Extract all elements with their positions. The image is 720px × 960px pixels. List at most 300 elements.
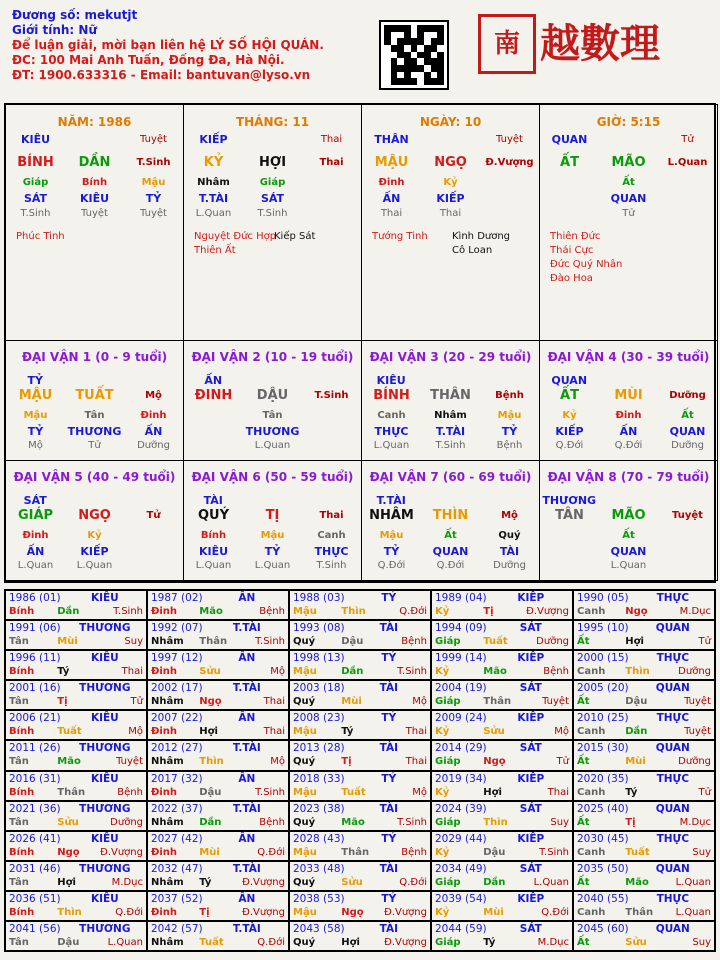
- year-head: [577, 772, 711, 786]
- dai-van-phases-0: Mộ: [28, 440, 43, 451]
- dai-van-main-0: ĐINH: [194, 388, 233, 403]
- pillar-hidden-row: [184, 177, 361, 188]
- year-cell: [289, 921, 431, 951]
- dai-van-main-row: [540, 388, 717, 403]
- year-head: [435, 862, 569, 876]
- star-0: Nguyệt Đức Hợp: [194, 231, 277, 242]
- year-head: [9, 711, 143, 725]
- year-label: 2003 (18): [293, 682, 345, 695]
- dai-van-gods-1: QUAN: [432, 545, 469, 558]
- year-cell: [289, 620, 431, 650]
- year-label: 2008 (23): [293, 712, 345, 725]
- year-cell: [147, 680, 289, 710]
- year-cell: [147, 710, 289, 740]
- year-cell: [289, 801, 431, 831]
- year-stem: Giáp: [435, 756, 461, 768]
- year-label: 2010 (25): [577, 712, 629, 725]
- year-head: [577, 651, 711, 665]
- year-head: [9, 741, 143, 755]
- year-body: [9, 846, 143, 860]
- dai-van-phases-1: L.Quan: [610, 560, 647, 571]
- year-phase: T.Sinh: [397, 816, 427, 828]
- pillar-phases-row: [362, 208, 539, 219]
- year-god: TỶ: [381, 892, 397, 905]
- year-branch: Tý: [199, 876, 212, 888]
- year-head: [9, 832, 143, 846]
- year-god: SÁT: [519, 742, 542, 755]
- pillar-main-0: MẬU: [374, 155, 409, 170]
- dai-van-2: [183, 340, 362, 461]
- year-phase: Đ.Vượng: [242, 906, 285, 918]
- year-cell: [289, 680, 431, 710]
- year-cell: [431, 590, 573, 620]
- year-cell: [431, 740, 573, 770]
- year-head: [293, 651, 427, 665]
- year-body: [293, 665, 427, 679]
- year-label: 2009 (24): [435, 712, 487, 725]
- dai-van-main-row: [362, 508, 539, 523]
- year-cell: [431, 861, 573, 891]
- year-god: ẤN: [238, 832, 256, 845]
- pillar-gods-row: [540, 192, 717, 205]
- dai-van-main-0: BÍNH: [373, 388, 410, 403]
- year-phase: Mộ: [270, 756, 285, 768]
- year-body: [577, 695, 711, 709]
- dai-van-hidden-row: [6, 530, 183, 541]
- year-cell: [289, 771, 431, 801]
- year-label: 2028 (43): [293, 832, 345, 845]
- year-stem: Giáp: [435, 636, 461, 648]
- pillar-top-row: [184, 133, 361, 146]
- dai-van-god: QUAN: [551, 374, 588, 387]
- year-phase: Dưỡng: [536, 636, 569, 648]
- dai-van-main-row: [6, 508, 183, 523]
- dai-van-phases-0: Q.Đới: [555, 440, 584, 451]
- dai-van-hidden-row: [184, 530, 361, 541]
- year-god: KIÊU: [90, 592, 119, 604]
- year-branch: Mão: [483, 666, 507, 678]
- pillar-main-1: NGỌ: [434, 155, 467, 170]
- year-phase: Suy: [692, 936, 711, 948]
- pillar-gods-2: TỶ: [145, 192, 162, 205]
- year-cell: [431, 891, 573, 921]
- year-stem: Đinh: [151, 726, 178, 738]
- year-branch: Mùi: [341, 696, 362, 708]
- year-cell: [147, 590, 289, 620]
- year-god: KIẾP: [517, 772, 545, 785]
- year-head: [577, 591, 711, 605]
- dai-van-5: [5, 460, 184, 581]
- year-label: 2038 (53): [293, 892, 345, 905]
- year-god: THỰC: [656, 652, 690, 665]
- dai-van-main-row: [362, 388, 539, 403]
- dai-van-gods-1: ẤN: [619, 425, 638, 438]
- year-body: [293, 906, 427, 920]
- dai-van-6: [183, 460, 362, 581]
- pillar-main-row: [540, 155, 717, 170]
- year-head: [151, 651, 285, 665]
- year-phase: Thai: [405, 756, 427, 768]
- dai-van-phases-2: Dưỡng: [671, 440, 704, 451]
- year-branch: Thân: [57, 786, 86, 798]
- dai-van-phases-1: L.Quan: [254, 440, 291, 451]
- dai-van-phases-0: Q.Đới: [377, 560, 406, 571]
- year-head: [151, 892, 285, 906]
- year-phase: T.Sinh: [397, 666, 427, 678]
- year-stem: Ất: [577, 816, 590, 828]
- year-phase: Dưỡng: [110, 816, 143, 828]
- year-stem: Bính: [9, 846, 35, 858]
- year-head: [9, 681, 143, 695]
- dai-van-main-2: Mộ: [145, 390, 162, 401]
- year-body: [151, 936, 285, 950]
- year-body: [577, 936, 711, 950]
- year-phase: Tử: [556, 756, 569, 768]
- year-label: 1991 (06): [9, 622, 61, 635]
- contact-note: Để luận giải, mời bạn liên hệ LÝ SỐ HỘI QUÁN.: [12, 38, 324, 52]
- dai-van-main-1: MÙI: [614, 388, 643, 403]
- year-cell: [147, 620, 289, 650]
- year-stem: Ất: [577, 636, 590, 648]
- header-info: [12, 8, 382, 83]
- year-phase: Mộ: [270, 666, 285, 678]
- pillar-title: THÁNG: 11: [235, 115, 310, 129]
- year-cell: [147, 771, 289, 801]
- year-cell: [573, 831, 715, 861]
- year-god: TỶ: [381, 712, 397, 725]
- star-2: Cô Loan: [452, 245, 493, 256]
- year-branch: Tý: [483, 936, 496, 948]
- year-stem: Giáp: [435, 816, 461, 828]
- dai-van-phases-1: L.Quan: [254, 560, 291, 571]
- year-label: 2027 (42): [151, 832, 203, 845]
- year-god: ẤN: [238, 892, 256, 905]
- year-god: TÀI: [379, 922, 398, 935]
- year-body: [293, 816, 427, 830]
- dai-van-gods-1: THƯƠNG: [67, 425, 122, 438]
- dai-van-phases-row: [362, 440, 539, 451]
- dai-van-main-2: Bệnh: [495, 390, 524, 401]
- year-stem: Quý: [293, 876, 316, 888]
- year-branch: Tý: [341, 726, 354, 738]
- pillar-stars: [372, 230, 532, 300]
- dai-van-main-1: DẬU: [256, 388, 289, 403]
- year-phase: Q.Đới: [257, 846, 285, 858]
- year-head: [577, 621, 711, 635]
- owner-name: Đương số: mekutjt: [12, 8, 138, 22]
- year-god: QUAN: [655, 922, 690, 935]
- year-god: KIÊU: [90, 652, 119, 665]
- year-cell: [573, 801, 715, 831]
- year-cell: [431, 620, 573, 650]
- year-label: 2033 (48): [293, 862, 345, 875]
- dai-van-gods-2: THỰC: [314, 545, 349, 558]
- dai-van-main-2: Tuyệt: [672, 510, 703, 521]
- dai-van-main-2: Tử: [146, 510, 161, 521]
- year-phase: Thai: [405, 726, 427, 738]
- dai-van-title: ĐẠI VẬN 1 (0 - 9 tuổi): [21, 350, 168, 364]
- year-head: [577, 741, 711, 755]
- year-head: [577, 802, 711, 816]
- year-god: TÀI: [379, 742, 398, 755]
- year-head: [293, 922, 427, 936]
- year-head: [151, 681, 285, 695]
- star-2: Đức Quý Nhân: [550, 259, 623, 270]
- year-stem: Bính: [9, 666, 35, 678]
- year-body: [9, 695, 143, 709]
- year-god: TÀI: [379, 622, 398, 635]
- year-god: KIẾP: [517, 832, 545, 845]
- year-phase: Thai: [263, 696, 285, 708]
- year-god: TỶ: [381, 652, 397, 665]
- year-stem: Mậu: [293, 786, 317, 798]
- year-label: 2034 (49): [435, 862, 487, 875]
- year-god: KIÊU: [90, 892, 119, 905]
- year-body: [151, 876, 285, 890]
- pillar-gods-row: [184, 192, 361, 205]
- year-head: [435, 711, 569, 725]
- dai-van-title: ĐẠI VẬN 4 (30 - 39 tuổi): [547, 350, 710, 364]
- year-label: 2031 (46): [9, 862, 61, 875]
- year-head: [435, 832, 569, 846]
- dai-van-hidden-2: Mậu: [497, 410, 522, 421]
- year-head: [9, 651, 143, 665]
- year-cell: [5, 680, 147, 710]
- year-head: [577, 922, 711, 936]
- year-body: [293, 846, 427, 860]
- year-branch: Mão: [199, 606, 223, 617]
- year-label: 1994 (09): [435, 622, 487, 635]
- year-stem: Nhâm: [151, 816, 184, 828]
- pillar-gods-1: KIẾP: [436, 192, 465, 205]
- year-god: ẤN: [238, 772, 256, 785]
- year-head: [293, 862, 427, 876]
- year-branch: Dần: [625, 726, 648, 738]
- year-head: [293, 711, 427, 725]
- year-cell: [147, 650, 289, 680]
- pillar-phases-1: Tuyệt: [81, 208, 108, 219]
- year-phase: Đ.Vượng: [384, 936, 427, 948]
- year-phase: Q.Đới: [399, 876, 427, 888]
- year-body: [577, 725, 711, 739]
- year-phase: Tuyệt: [116, 756, 143, 768]
- pillar-stars: [550, 230, 710, 300]
- year-branch: Tuất: [57, 726, 82, 738]
- star-1: Kình Dương: [452, 231, 511, 242]
- year-branch: Dần: [57, 606, 80, 617]
- year-cell: [5, 740, 147, 770]
- year-head: [293, 741, 427, 755]
- year-stem: Tân: [9, 756, 29, 768]
- year-label: 2044 (59): [435, 922, 487, 935]
- year-god: KIẾP: [517, 592, 545, 604]
- pillar-phases-row: [6, 208, 183, 219]
- pillar-gods-row: [362, 192, 539, 205]
- pillar-stars: [194, 230, 354, 300]
- year-body: [9, 816, 143, 830]
- year-cell: [431, 921, 573, 951]
- pillars-grid: [4, 103, 716, 583]
- dai-van-phases-1: L.Quan: [76, 560, 113, 571]
- year-body: [9, 936, 143, 950]
- pillar-phases-0: L.Quan: [195, 208, 232, 219]
- year-god: KIÊU: [90, 772, 119, 785]
- year-god: T.TÀI: [232, 802, 261, 815]
- star-0: Thiên Đức: [550, 231, 601, 242]
- year-branch: Dậu: [341, 636, 364, 648]
- year-body: [435, 605, 569, 619]
- year-body: [435, 695, 569, 709]
- year-head: [435, 621, 569, 635]
- year-cell: [5, 831, 147, 861]
- pillar-gods-1: SÁT: [260, 192, 285, 205]
- year-stem: Canh: [577, 786, 606, 798]
- year-god: QUAN: [655, 622, 690, 635]
- pillar-1: [183, 104, 362, 341]
- dai-van-god: TỶ: [27, 374, 43, 387]
- year-branch: Ngọ: [199, 696, 222, 708]
- year-phase: Q.Đới: [115, 906, 143, 918]
- year-label: 2041 (56): [9, 922, 61, 935]
- year-cell: [289, 710, 431, 740]
- year-phase: T.Sinh: [255, 786, 285, 798]
- year-phase: L.Quan: [675, 876, 711, 888]
- dai-van-8: [539, 460, 718, 581]
- year-body: [293, 755, 427, 769]
- year-label: 2042 (57): [151, 922, 203, 935]
- year-stem: Quý: [293, 696, 316, 708]
- year-head: [435, 681, 569, 695]
- dai-van-phases-row: [184, 560, 361, 571]
- year-branch: Thìn: [483, 816, 508, 828]
- year-god: TÀI: [379, 862, 398, 875]
- year-cell: [573, 861, 715, 891]
- year-phase: Đ.Vượng: [100, 846, 143, 858]
- year-god: THỰC: [656, 592, 690, 604]
- year-label: 2005 (20): [577, 682, 629, 695]
- year-cell: [573, 891, 715, 921]
- year-body: [435, 665, 569, 679]
- year-body: [151, 755, 285, 769]
- year-phase: Thai: [121, 666, 143, 678]
- pillar-phases-1: Tử: [622, 208, 635, 219]
- pillar-top-2: Thai: [320, 134, 343, 145]
- year-body: [293, 695, 427, 709]
- year-phase: Tuyệt: [684, 696, 711, 708]
- dai-van-hidden-1: Mậu: [260, 530, 285, 541]
- year-phase: M.Dục: [111, 876, 143, 888]
- pillar-phases-0: T.Sinh: [20, 208, 51, 219]
- dai-van-phases-1: Q.Đới: [436, 560, 465, 571]
- year-phase: Tử: [130, 696, 143, 708]
- year-phase: Q.Đới: [541, 906, 569, 918]
- year-stem: Bính: [9, 906, 35, 918]
- year-label: 2032 (47): [151, 862, 203, 875]
- year-cell: [573, 710, 715, 740]
- pillar-title: NĂM: 1986: [57, 115, 132, 129]
- year-body: [151, 635, 285, 649]
- dai-van-main-row: [540, 508, 717, 523]
- year-label: 1999 (14): [435, 652, 487, 665]
- year-god: ẤN: [238, 592, 256, 604]
- dai-van-main-2: T.Sinh: [314, 390, 349, 401]
- year-branch: Tị: [341, 756, 352, 768]
- year-body: [435, 786, 569, 800]
- dai-van-gods-0: TỶ: [27, 425, 44, 438]
- dai-van-main-1: THÂN: [430, 388, 471, 403]
- dai-van-hidden-1: Tân: [84, 410, 105, 421]
- year-phase: T.Sinh: [539, 846, 569, 858]
- year-body: [577, 876, 711, 890]
- year-stem: Giáp: [435, 936, 461, 948]
- year-branch: Tị: [57, 696, 68, 708]
- dai-van-hidden-1: Đinh: [615, 410, 642, 421]
- year-head: [577, 832, 711, 846]
- year-branch: Dậu: [625, 696, 648, 708]
- year-label: 2039 (54): [435, 892, 487, 905]
- year-head: [293, 892, 427, 906]
- dai-van-hidden-1: Nhâm: [434, 410, 467, 421]
- year-phase: L.Quan: [533, 876, 569, 888]
- dai-van-hidden-row: [362, 410, 539, 421]
- dai-van-3: [361, 340, 540, 461]
- year-god: T.TÀI: [232, 862, 261, 875]
- year-stem: Nhâm: [151, 936, 184, 948]
- dai-van-main-2: Thai: [319, 510, 344, 521]
- pillar-hidden-row: [540, 177, 717, 188]
- year-phase: Bệnh: [259, 606, 285, 617]
- year-body: [577, 906, 711, 920]
- year-branch: Thìn: [625, 666, 650, 678]
- year-body: [577, 665, 711, 679]
- dai-van-phases-1: T.Sinh: [435, 440, 466, 451]
- year-body: [9, 605, 143, 619]
- address: ĐC: 100 Mai Anh Tuấn, Đống Đa, Hà Nội.: [12, 53, 285, 67]
- pillar-main-row: [362, 155, 539, 170]
- dai-van-gods-row: [540, 545, 717, 558]
- year-cell: [5, 710, 147, 740]
- pillar-main-0: KỶ: [203, 155, 224, 170]
- pillar-hidden-row: [362, 177, 539, 188]
- year-cell: [5, 891, 147, 921]
- year-phase: L.Quan: [675, 906, 711, 918]
- year-head: [435, 591, 569, 605]
- year-label: 1989 (04): [435, 592, 487, 604]
- year-branch: Ngọ: [483, 756, 506, 768]
- year-branch: Hợi: [341, 936, 360, 948]
- year-stem: Tân: [9, 636, 29, 648]
- year-head: [9, 862, 143, 876]
- year-branch: Tý: [625, 786, 638, 798]
- year-branch: Mùi: [483, 906, 504, 918]
- year-branch: Thìn: [199, 756, 224, 768]
- star-3: Đào Hoa: [550, 273, 593, 284]
- dai-van-hidden-row: [6, 410, 183, 421]
- dai-van-gods-2: QUAN: [669, 425, 706, 438]
- year-body: [435, 635, 569, 649]
- year-god: QUAN: [655, 802, 690, 815]
- year-body: [577, 635, 711, 649]
- dai-van-gods-0: KIẾP: [555, 425, 584, 438]
- dai-van-gods-0: ẤN: [26, 545, 45, 558]
- dai-van-phases-1: Q.Đới: [614, 440, 643, 451]
- phone-email: ĐT: 1900.633316 - Email: bantuvan@lyso.vn: [12, 68, 311, 82]
- year-label: 2019 (34): [435, 772, 487, 785]
- dai-van-gods-row: [6, 425, 183, 438]
- pillar-top-row: [540, 133, 717, 146]
- year-body: [577, 816, 711, 830]
- year-branch: Tị: [625, 816, 636, 828]
